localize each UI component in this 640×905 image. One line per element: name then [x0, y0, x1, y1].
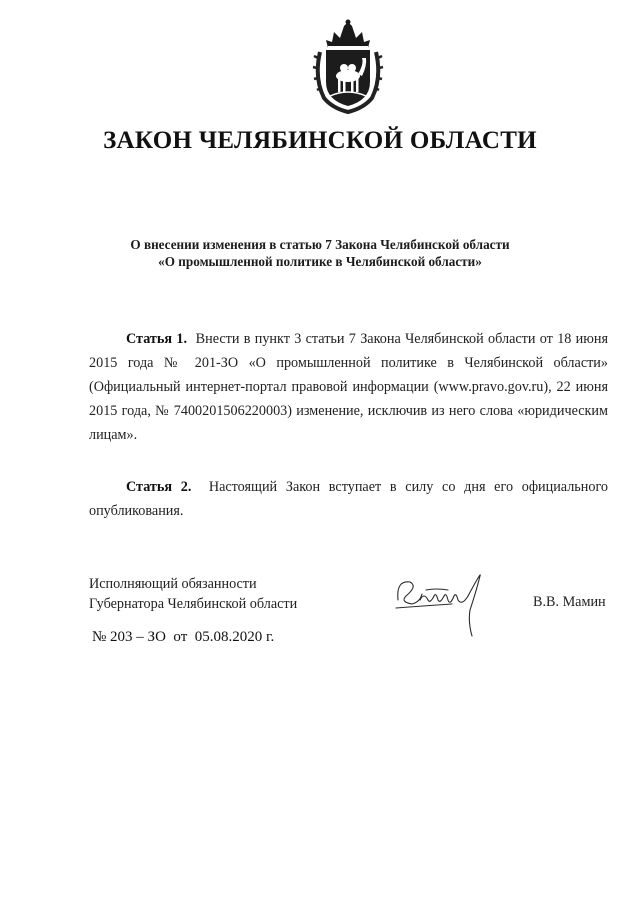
- article-1-line: 2015 года № 201-ЗО «О промышленной политике в Челябинской области»: [89, 355, 608, 371]
- article-2-text: Настоящий Закон вступает в силу со дня его официального: [208, 479, 609, 495]
- article-1-line: (Официальный интернет-портал правовой информации (www.pravo.gov.ru), 22 июня: [89, 379, 608, 395]
- article-1-line: 2015 года, № 7400201506220003) изменение, исключив из него слова «юридическим: [89, 403, 608, 419]
- article-2-label: Статья 2.: [126, 479, 192, 495]
- subtitle-line: «О промышленной политике в Челябинской области»: [158, 254, 482, 269]
- article-1-label: Статья 1.: [126, 331, 188, 347]
- signatory-name: В.В. Мамин: [533, 594, 606, 610]
- signatory-position: [89, 574, 297, 614]
- page-title: ЗАКОН ЧЕЛЯБИНСКОЙ ОБЛАСТИ: [103, 127, 537, 154]
- article-1-line: [89, 327, 608, 351]
- article-2: [89, 475, 608, 523]
- article-2-line: опубликования.: [89, 503, 184, 519]
- subtitle-line: О внесении изменения в статью 7 Закона Челябинской области: [130, 237, 510, 252]
- position-line: Исполняющий обязанности: [89, 576, 257, 592]
- article-2-line: [89, 475, 608, 499]
- law-subtitle: [60, 236, 580, 270]
- article-1-line: лицам».: [89, 427, 138, 443]
- article-1: [89, 327, 608, 447]
- article-1-text: Внести в пункт 3 статьи 7 Закона Челябинской области от 18 июня: [195, 331, 608, 347]
- handwritten-signature: [392, 566, 492, 646]
- law-number: № 203 – ЗО от 05.08.2020 г.: [92, 629, 275, 645]
- position-line: Губернатора Челябинской области: [89, 596, 298, 612]
- chelyabinsk-coat-of-arms-icon: [312, 18, 384, 114]
